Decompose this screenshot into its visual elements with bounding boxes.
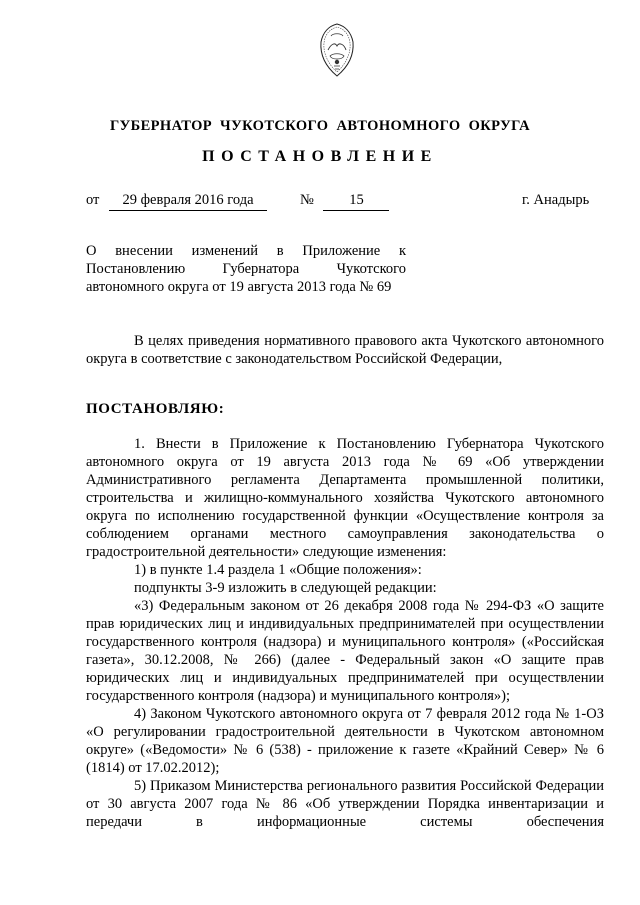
preamble-block	[86, 332, 604, 368]
paragraph-5: 4) Законом Чукотского автономного округа от 7 февраля 2012 года № 1-ОЗ «О регулировании градостроительной деятельности в Чукотском автономном округе» («Ведомости» № 6 (538) - приложение к газете «Крайний Север» № 6 (1814) от 17.02.2012);	[86, 706, 604, 776]
preamble: В целях приведения нормативного правового акта Чукотского автономного округа в соответствие с законодательством Российской Федерации,	[86, 333, 604, 367]
document-date: 29 февраля 2016 года	[109, 191, 267, 211]
governor-title: ГУБЕРНАТОР ЧУКОТСКОГО АВТОНОМНОГО ОКРУГА	[109, 118, 531, 134]
paragraph-6: 5) Приказом Министерства регионального развития Российской Федерации от 30 августа 2007 года № 86 «Об утверждении Порядка инвентаризации и передачи в информационные системы обеспечения	[86, 778, 604, 830]
paragraph-3: подпункты 3-9 изложить в следующей редакции:	[134, 580, 437, 596]
document-city: г. Анадырь	[522, 192, 590, 208]
paragraph-2: 1) в пункте 1.4 раздела 1 «Общие положения»:	[134, 562, 422, 578]
document-body	[86, 435, 604, 831]
coat-of-arms-icon	[317, 22, 357, 78]
from-label: от	[86, 192, 100, 208]
document-subject: О внесении изменений в Приложение к Постановлению Губернатора Чукотского автономного округа от 19 августа 2013 года № 69	[86, 243, 406, 295]
paragraph-1: 1. Внести в Приложение к Постановлению Губернатора Чукотского автономного округа от 19 августа 2013 года № 69 «Об утверждении Административного регламента Департамента промышленной политики, строительства и жилищно-коммунального хозяйства Чукотского автономного округа по исполнению государственной функции «Осуществление контроля за соблюдением органами местного самоуправления законодательства о градостроительной деятельности» следующие изменения:	[86, 436, 604, 560]
paragraph-4: «3) Федеральным законом от 26 декабря 2008 года № 294-ФЗ «О защите прав юридических лиц и индивидуальных предпринимателей при осуществлении государственного контроля (надзора) и муниципального контроля» («Российская газета», 30.12.2008, № 266) (далее - Федеральный закон «О защите прав юридических лиц и индивидуальных предпринимателей при осуществлении государственного контроля (надзора) и муниципального контроля»);	[86, 598, 604, 704]
number-label: №	[300, 192, 314, 208]
decree-word: ПОСТАНОВЛЯЮ:	[86, 401, 225, 417]
date-block	[86, 191, 267, 211]
number-block	[300, 191, 389, 211]
document-type: ПОСТАНОВЛЕНИЕ	[202, 148, 438, 165]
document-number: 15	[323, 191, 389, 211]
